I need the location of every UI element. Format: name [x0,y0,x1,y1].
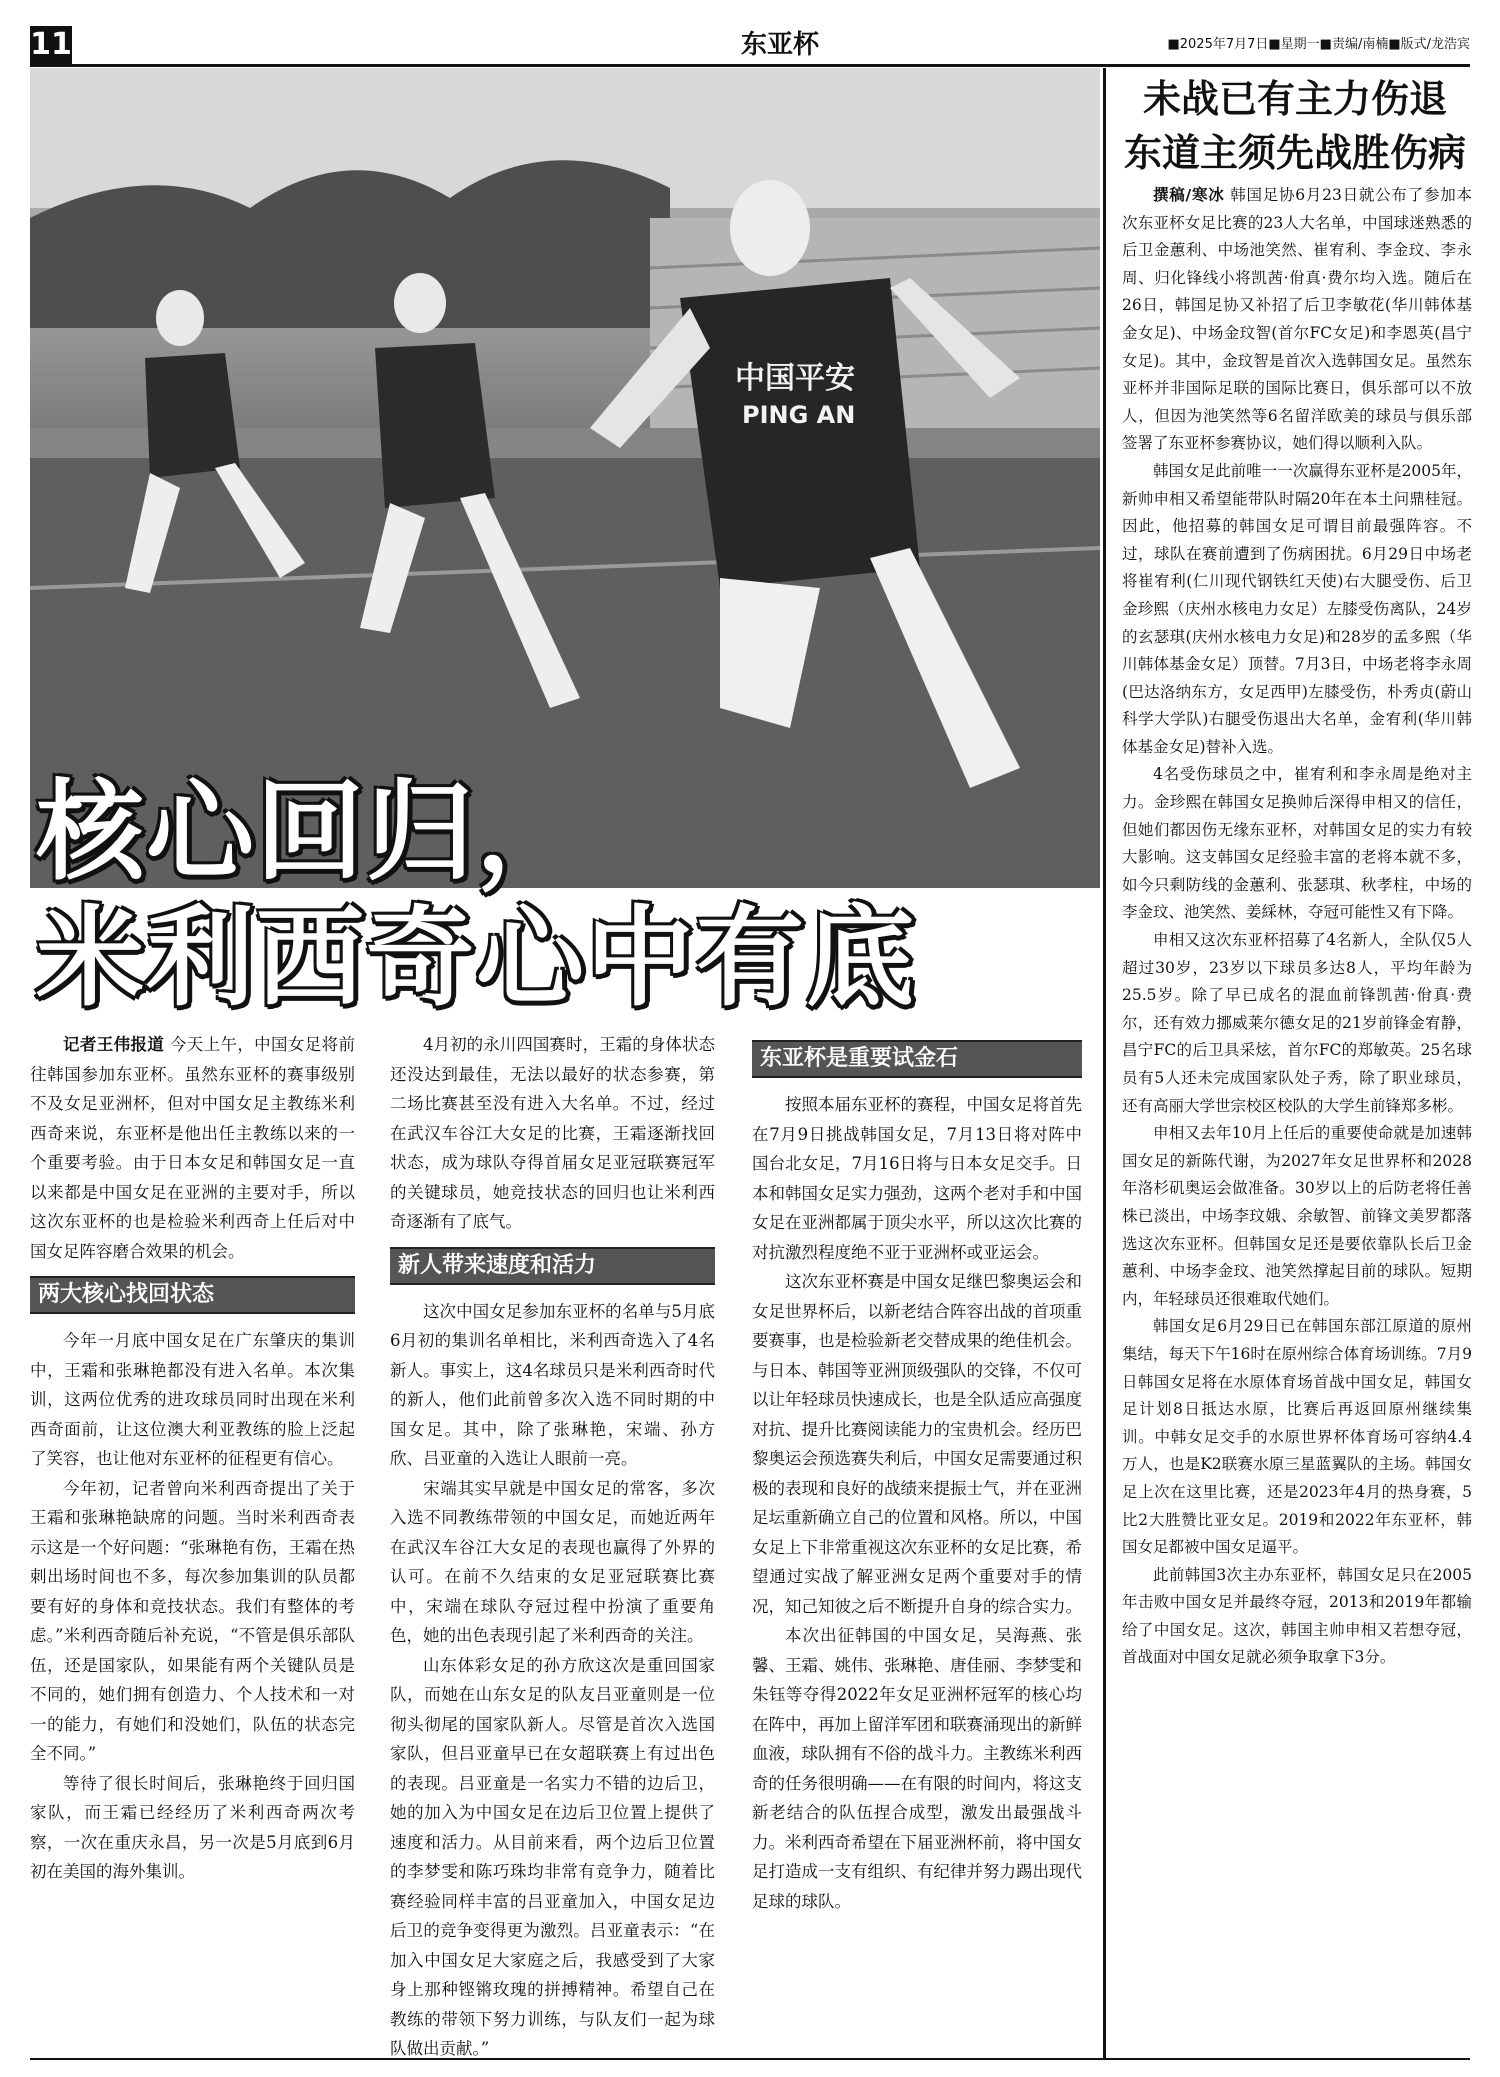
main-photo [30,68,1100,888]
sidebar-headline-line-1: 未战已有主力伤退 [1142,77,1447,121]
column-divider [1103,68,1106,2060]
sidebar-byline: 撰稿/寒冰 [1153,186,1225,204]
section-title: 东亚杯 [740,30,819,60]
jersey-text: 中国平安 [735,361,855,396]
paragraph: 申相又这次东亚杯招募了4名新人，全队仅5人超过30岁，23岁以下球员多达8人，平均年龄为25.5岁。除了早已成名的混血前锋凯茜·佾真·费尔，还有效力挪威莱尔德女足的21岁前锋金宥静，昌宁FC的后卫具采炫，首尔FC的郑敏英。25名球员有5人还未完成国家队处子秀，除了职业球员，还有高丽大学世宗校区校队的大学生前锋郑多彬。 [1122,931,1472,1115]
training-photo-illustration [30,68,1100,888]
sidebar-lead [1122,182,1472,458]
article-column-2 [390,1030,715,2064]
paragraph: 此前韩国3次主办东亚杯，韩国女足只在2005年击败中国女足并最终夺冠，2013和2019年都输给了中国女足。这次，韩国主帅申相又若想夺冠，首战面对中国女足就必须争取拿下3分。 [1122,1565,1472,1667]
paragraph: 今年一月底中国女足在广东肇庆的集训中，王霜和张琳艳都没有进入名单。本次集训，这两位优秀的进攻球员同时出现在米利西奇面前，让这位澳大利亚教练的脸上泛起了笑容，也让他对东亚杯的征程更有信心。 [30,1331,355,1468]
headline-line-2: 米利西奇心中有底 [36,896,917,1021]
main-headline [36,770,916,1022]
article-lead [30,1030,355,1266]
subhead-new-players: 新人带来速度和活力 [390,1247,715,1285]
paragraph: 这次东亚杯赛是中国女足继巴黎奥运会和女足世界杯后，以新老结合阵容出战的首项重要赛事，也是检验新老交替成果的绝佳机会。与日本、韩国等亚洲顶级强队的交锋，不仅可以让年轻球员快速成长，也是全队适应高强度对抗、提升比赛阅读能力的宝贵机会。经历巴黎奥运会预选赛失利后，中国女足需要通过积极的表现和良好的战绩来提振士气，并在亚洲足坛重新确立自己的位置和风格。所以，中国女足上下非常重视这次东亚杯的女足比赛，希望通过实战了解亚洲女足两个重要对手的情况，知己知彼之后不断提升自身的综合实力。 [752,1272,1082,1616]
paragraph: 申相又去年10月上任后的重要使命就是加速韩国女足的新陈代谢，为2027年女足世界杯和2028年洛杉矶奥运会做准备。30岁以上的后防老将任善株已淡出，中场李玟娥、余敏智、前锋文美罗都落选这次东亚杯。但韩国女足还是要依靠队长后卫金蕙利、中场李金玟、池笑然撑起目前的球队。短期内，年轻球员还很难取代她们。 [1122,1124,1472,1308]
sidebar-headline-line-2: 东道主须先战胜伤病 [1123,131,1466,175]
sidebar-article [1122,182,1472,1672]
paragraph: 4名受伤球员之中，崔宥利和李永周是绝对主力。金珍熙在韩国女足换帅后深得申相又的信任，但她们都因伤无缘东亚杯，对韩国女足的实力有较大影响。这支韩国女足经验丰富的老将本就不多，如今只剩防线的金蕙利、张瑟琪、秋孝柱，中场的李金玟、池笑然、姜綵林，夺冠可能性又有下降。 [1122,765,1472,922]
page-header [30,26,1470,67]
paragraph: 今年初，记者曾向米利西奇提出了关于王霜和张琳艳缺席的问题。当时米利西奇表示这是一个好问题：“张琳艳有伤，王霜在热刺出场时间也不多，每次参加集训的队员都要有好的身体和竞技状态。我们有整体的考虑。”米利西奇随后补充说，“不管是俱乐部队伍，还是国家队，如果能有两个关键队员是不同的，她们拥有创造力、个人技术和一对一的能力，有她们和没她们，队伍的状态完全不同。” [30,1478,355,1763]
paragraph: 按照本届东亚杯的赛程，中国女足将首先在7月9日挑战韩国女足，7月13日将对阵中国台北女足，7月16日将与日本女足交手。日本和韩国女足实力强劲，这两个老对手和中国女足在亚洲都属于顶尖水平，所以这次比赛的对抗激烈程度绝不亚于亚洲杯或亚运会。 [752,1095,1082,1262]
paragraph: 今天上午，中国女足将前往韩国参加东亚杯。虽然东亚杯的赛事级别不及女足亚洲杯，但对中国女足主教练米利西奇来说，东亚杯是他出任主教练以来的一个重要考验。由于日本女足和韩国女足一直以来都是中国女足在亚洲的主要对手，所以这次东亚杯的也是检验米利西奇上任后对中国女足阵容磨合效果的机会。 [30,1035,356,1261]
paragraph: 山东体彩女足的孙方欣这次是重回国家队，而她在山东女足的队友吕亚童则是一位彻头彻尾的国家队新人。尽管是首次入选国家队，但吕亚童早已在女超联赛上有过出色的表现。吕亚童是一名实力不错的边后卫，她的加入为中国女足在边后卫位置上提供了速度和活力。从目前来看，两个边后卫位置的李梦雯和陈巧珠均非常有竞争力，随着比赛经验同样丰富的吕亚童加入，中国女足边后卫的竞争变得更为激烈。吕亚童表示：“在加入中国女足大家庭之后，我感受到了大家身上那种铿锵玫瑰的拼搏精神。希望自己在教练的带领下努力训练，与队友们一起为球队做出贡献。” [390,1655,715,2058]
article-column-1 [30,1030,355,1887]
paragraph: 等待了很长时间后，张琳艳终于回归国家队，而王霜已经经历了米利西奇两次考察，一次在重庆永昌，另一次是5月底到6月初在美国的海外集训。 [30,1773,355,1881]
article-column-3 [752,1030,1082,1916]
paragraph: 韩国女足6月29日已在韩国东部江原道的原州集结，每天下午16时在原州综合体育场训练。7月9日韩国女足将在水原体育场首战中国女足，韩国女足计划8日抵达水原，比赛后再返回原州继续集训。中韩女足交手的水原世界杯体育场可容纳4.4万人，也是K2联赛水原三星蓝翼队的主场。韩国女足上次在这里比赛，还是2023年4月的热身赛，5比2大胜赞比亚女足。2019和2022年东亚杯，韩国女足都被中国女足逼平。 [1122,1317,1472,1557]
paragraph: 韩国足协6月23日就公布了参加本次东亚杯女足比赛的23人大名单，中国球迷熟悉的后卫金蕙利、中场池笑然、崔宥利、李金玟、李永周、归化锋线小将凯茜·佾真·费尔均入选。随后在26日，韩国足协又补招了后卫李敏花(华川韩体基金女足)、中场金玟智(首尔FC女足)和李恩英(昌宁女足)。其中，金玟智是首次入选韩国女足。虽然东亚杯并非国际足联的国际比赛日，俱乐部可以不放人，但因为池笑然等6名留洋欧美的球员与俱乐部签署了东亚杯参赛协议，她们得以顺利入队。 [1122,186,1472,453]
page-number: 11 [30,27,72,62]
footer-rule [30,2058,1470,2060]
subhead-touchstone: 东亚杯是重要试金石 [752,1040,1082,1078]
paragraph: 韩国女足此前唯一一次赢得东亚杯是2005年，新帅申相又希望能带队时隔20年在本土问鼎桂冠。因此，他招募的韩国女足可谓目前最强阵容。不过，球队在赛前遭到了伤病困扰。6月29日中场老将崔宥利(仁川现代钢铁红天使)右大腿受伤、后卫金珍熙（庆州水核电力女足）左膝受伤离队，24岁的玄瑟琪(庆州水核电力女足)和28岁的孟多熙（华川韩体基金女足）顶替。7月3日，中场老将李永周(巴达洛纳东方，女足西甲)左膝受伤，朴秀贞(蔚山科学大学队)右腿受伤退出大名单，金宥利(华川韩体基金女足)替补入选。 [1122,461,1472,756]
paragraph: 这次中国女足参加东亚杯的名单与5月底6月初的集训名单相比，米利西奇选入了4名新人。事实上，这4名球员只是米利西奇时代的新人，他们此前曾多次入选不同时期的中国女足。其中，除了张琳艳，宋端、孙方欣、吕亚童的入选让人眼前一亮。 [390,1301,715,1468]
paragraph: 本次出征韩国的中国女足，吴海燕、张馨、王霜、姚伟、张琳艳、唐佳丽、李梦雯和朱钰等夺得2022年女足亚洲杯冠军的核心均在阵中，再加上留洋军团和联赛涌现出的新鲜血液，球队拥有不俗的战斗力。主教练米利西奇的任务很明确——在有限的时间内，将这支新老结合的队伍捏合成型，激发出最强战斗力。米利西奇希望在下届亚洲杯前，将中国女足打造成一支有组织、有纪律并努力踢出现代足球的球队。 [752,1626,1082,1911]
issue-meta: ■2025年7月7日■星期一■责编/南楠■版式/龙浩宾 [1167,37,1470,52]
subhead-core-players: 两大核心找回状态 [30,1276,355,1314]
jersey-text-latin: PING AN [742,401,856,429]
paragraph: 4月初的永川四国赛时，王霜的身体状态还没达到最佳，无法以最好的状态参赛，第二场比赛甚至没有进入大名单。不过，经过在武汉车谷江大女足的比赛，王霜逐渐找回状态，成为球队夺得首届女足亚冠联赛冠军的关键球员，她竞技状态的回归也让米利西奇逐渐有了底气。 [390,1035,715,1231]
headline-line-1: 核心回归， [36,770,587,895]
byline: 记者王伟报道 [63,1035,165,1054]
paragraph: 宋端其实早就是中国女足的常客，多次入选不同教练带领的中国女足，而她近两年在武汉车谷江大女足的表现也赢得了外界的认可。在前不久结束的女足亚冠联赛比赛中，宋端在球队夺冠过程中扮演了重要角色，她的出色表现引起了米利西奇的关注。 [390,1478,715,1645]
sidebar-headline [1110,72,1480,180]
